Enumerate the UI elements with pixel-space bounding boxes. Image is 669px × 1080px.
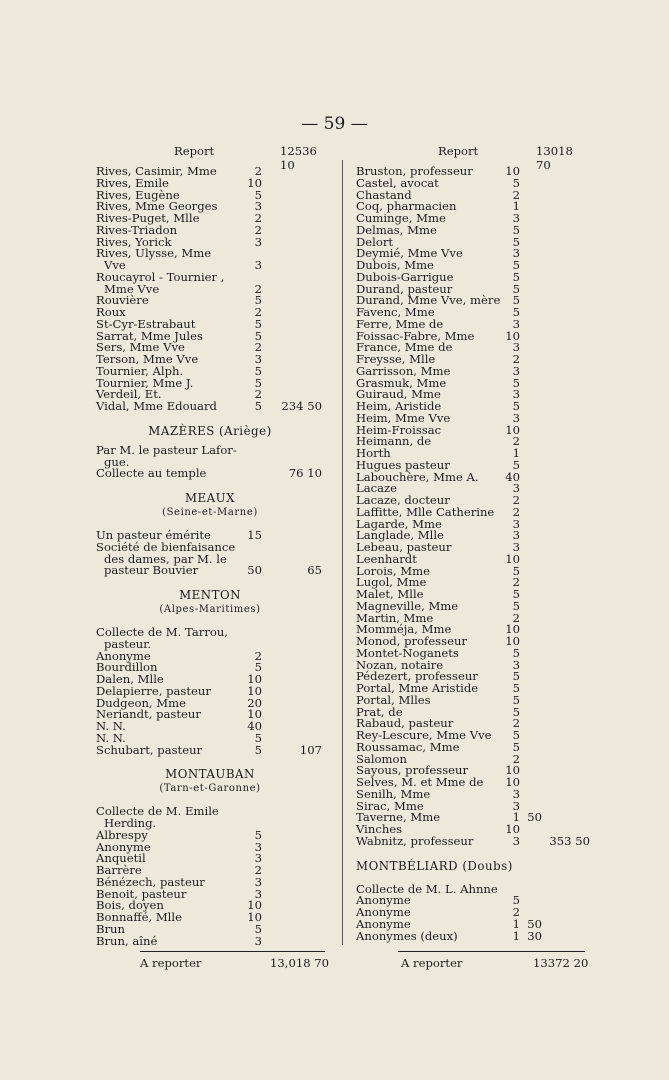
list-item	[90, 721, 330, 733]
donor-name: Langlade, Mlle	[356, 528, 444, 543]
donation-amount: 10	[247, 683, 262, 698]
donor-name: Heimann, de	[356, 434, 432, 449]
donor-name: Par M. le pasteur Lafor-	[96, 442, 237, 457]
donation-amount: 10	[505, 422, 520, 437]
donor-name: gue.	[104, 454, 130, 469]
donation-amount: 5	[512, 739, 520, 754]
left-spacer	[90, 413, 330, 423]
donation-amount: 10	[247, 898, 262, 913]
donor-name: Delort	[356, 234, 394, 249]
list-item	[350, 833, 590, 848]
donation-amount: 3	[512, 410, 520, 425]
donation-amount: 1	[512, 446, 520, 460]
donor-name: Lacaze	[356, 481, 397, 496]
donor-name: Rives-Puget, Mlle	[96, 211, 200, 225]
donation-amount: 5	[512, 681, 520, 695]
donation-cents: 50	[527, 810, 542, 825]
donor-name: Sirac, Mme	[356, 798, 424, 813]
donor-name: pasteur Bouvier	[104, 563, 199, 578]
donor-name: Sers, Mme Vve	[96, 340, 185, 355]
donation-amount: 3	[512, 786, 520, 801]
donor-name: Bonnaffé, Mlle	[96, 910, 182, 924]
a-reporter-left-label: A reporter	[140, 956, 202, 970]
donation-amount: 1	[512, 199, 520, 214]
donor-name: Société de bienfaisance	[96, 539, 236, 554]
left-spacer	[90, 577, 330, 587]
donor-name: Bénézech, pasteur	[96, 874, 205, 889]
donor-name: Chastand	[356, 187, 412, 202]
donor-name: Coq, pharmacien	[356, 199, 457, 214]
donation-amount: 5	[254, 187, 262, 202]
donation-amount: 5	[512, 728, 520, 742]
donation-amount: 3	[512, 528, 520, 543]
donor-name: Deymié, Mme Vve	[356, 246, 463, 261]
donor-name: Heim, Aristide	[356, 399, 442, 413]
donation-cents: 30	[527, 928, 542, 943]
donation-amount: 5	[512, 893, 520, 908]
donor-name: Portal, Mlles	[356, 692, 431, 707]
list-item	[90, 468, 330, 480]
donor-name: Durand, Mme Vve, mère	[356, 293, 501, 308]
donation-amount: 5	[512, 692, 520, 707]
right-spacer	[350, 848, 590, 858]
donation-amount: 5	[254, 660, 262, 675]
donor-name: Favenc, Mme	[356, 305, 435, 319]
donor-name: Mme Vve	[104, 281, 160, 296]
donor-name: Laffitte, Mlle Catherine	[356, 504, 495, 519]
donation-amount: 10	[247, 175, 262, 190]
donor-name: Roucayrol - Tournier ,	[96, 269, 225, 284]
list-item	[90, 709, 330, 721]
donation-amount: 2	[254, 340, 262, 355]
donor-name: N. N.	[96, 719, 126, 733]
list-item	[90, 248, 330, 260]
donation-amount: 3	[512, 316, 520, 331]
donation-amount: 10	[247, 707, 262, 722]
donor-name: Bruston, professeur	[356, 164, 473, 178]
donation-amount: 5	[512, 598, 520, 613]
donor-name: Dalen, Mlle	[96, 672, 164, 686]
donor-name: Bois, doyen	[96, 898, 164, 913]
donor-name: Collecte au temple	[96, 466, 207, 481]
donor-name: Grasmuk, Mme	[356, 375, 447, 390]
section-heading: MAZÈRES (Ariège)	[148, 423, 272, 438]
donor-name: Lacaze, docteur	[356, 493, 450, 507]
section-total: 65	[307, 563, 322, 578]
donation-amount: 5	[254, 328, 262, 343]
donation-amount: 5	[512, 645, 520, 660]
donation-amount: 3	[512, 340, 520, 355]
list-item	[90, 401, 330, 413]
donor-name: Salomon	[356, 751, 407, 766]
donor-name: Sarrat, Mme Jules	[96, 328, 203, 343]
donor-name: Labouchère, Mme A.	[356, 469, 479, 484]
donation-amount: 5	[254, 742, 262, 757]
donor-name: Ferre, Mme de	[356, 316, 444, 331]
donor-name: Rives-Triadon	[96, 222, 178, 237]
section-subheading: (Alpes-Maritimes)	[159, 604, 261, 615]
donation-amount: 3	[254, 234, 262, 249]
donor-name: Rives, Eugène	[96, 187, 180, 202]
donor-name: Selves, M. et Mme de	[356, 775, 484, 789]
donation-amount: 20	[247, 695, 262, 710]
donation-amount: 5	[512, 293, 520, 308]
donation-amount: 2	[512, 187, 520, 202]
donation-amount: 2	[254, 211, 262, 225]
donation-amount: 3	[512, 363, 520, 378]
donation-amount: 3	[254, 258, 262, 272]
donation-amount: 2	[512, 751, 520, 766]
donation-amount: 10	[505, 822, 520, 836]
donor-name: Martin, Mme	[356, 610, 434, 625]
donation-amount: 10	[247, 672, 262, 686]
donation-amount: 10	[505, 763, 520, 778]
donor-name: Hugues pasteur	[356, 457, 450, 472]
donor-name: Rives, Mme Georges	[96, 199, 218, 214]
donor-name: N. N.	[96, 730, 126, 745]
donor-name: Neriandt, pasteur	[96, 707, 201, 722]
donor-name: Cuminge, Mme	[356, 211, 446, 225]
donation-amount: 3	[254, 839, 262, 854]
donation-amount: 10	[505, 328, 520, 343]
donor-name: Rey-Lescure, Mme Vve	[356, 728, 492, 742]
a-reporter-right-label: A reporter	[401, 956, 463, 970]
donor-name: Anonyme	[96, 648, 151, 663]
donor-name: Anonyme	[356, 916, 411, 931]
donation-amount: 2	[512, 575, 520, 590]
donor-name: Prat, de	[356, 704, 403, 719]
donation-amount: 5	[512, 704, 520, 719]
donor-name: Anquetil	[96, 851, 146, 866]
donation-amount: 2	[254, 281, 262, 296]
donor-name: Rives, Emile	[96, 175, 169, 190]
donor-name: Heim, Mme Vve	[356, 410, 451, 425]
donor-name: Collecte de M. Emile	[96, 804, 219, 819]
donation-amount: 5	[254, 921, 262, 936]
donor-name: Vinches	[356, 822, 403, 836]
donor-name: Anonyme	[356, 893, 411, 908]
left-report-value: 12536 10	[280, 144, 317, 172]
list-item	[90, 565, 330, 577]
donor-name: Lebeau, pasteur	[356, 540, 452, 554]
donor-name: Leenhardt	[356, 551, 417, 566]
donation-amount: 5	[512, 281, 520, 296]
donor-name: Brun	[96, 921, 125, 936]
donation-amount: 10	[505, 775, 520, 789]
donor-name: Collecte de M. L. Ahnne	[356, 881, 498, 896]
donor-name: des dames, par M. le	[104, 551, 227, 566]
donor-name: Collecte de M. Tarrou,	[96, 625, 228, 639]
donation-amount: 3	[512, 387, 520, 402]
donor-name: Guiraud, Mme	[356, 387, 441, 402]
section-heading: MONTBÉLIARD (Doubs)	[356, 858, 513, 873]
list-item	[90, 933, 330, 948]
donor-name: Portal, Mme Aristide	[356, 681, 479, 695]
donation-amount: 5	[512, 269, 520, 284]
donation-amount: 40	[505, 469, 520, 484]
section-total: 107	[299, 742, 322, 757]
list-item	[90, 912, 330, 924]
donation-amount: 5	[254, 730, 262, 745]
donor-name: Tournier, Alph.	[96, 363, 184, 378]
donation-amount: 3	[512, 657, 520, 672]
a-reporter-left-value: 13,018 70	[270, 956, 330, 970]
donation-amount: 10	[505, 634, 520, 648]
donation-amount: 1	[512, 916, 520, 931]
donation-amount: 3	[512, 246, 520, 261]
donor-name: Roux	[96, 305, 126, 319]
donor-name: Benoit, pasteur	[96, 886, 187, 901]
donation-amount: 10	[505, 164, 520, 178]
left-report-label: Report	[174, 144, 215, 158]
donor-name: Dubois, Mme	[356, 258, 434, 272]
donation-amount: 40	[247, 719, 262, 733]
donor-name: Rabaud, pasteur	[356, 716, 454, 731]
donor-name: Brun, aîné	[96, 933, 158, 948]
section-subheading: (Seine-et-Marne)	[162, 507, 258, 518]
donation-amount: 3	[254, 199, 262, 214]
donor-name: Herding.	[104, 816, 157, 830]
donation-amount: 1	[512, 810, 520, 825]
donation-amount: 2	[512, 504, 520, 519]
donation-amount: 3	[254, 352, 262, 366]
donation-amount: 2	[512, 610, 520, 625]
donor-name: Vidal, Mme Edouard	[96, 399, 217, 413]
donation-amount: 10	[505, 622, 520, 637]
donation-amount: 5	[512, 375, 520, 390]
donor-name: Taverne, Mme	[356, 810, 441, 825]
list-item	[350, 928, 590, 943]
donor-name: Rives, Casimir, Mme	[96, 164, 217, 178]
donation-amount: 5	[512, 234, 520, 249]
donor-name: Magneville, Mme	[356, 598, 459, 613]
donation-amount: 2	[254, 305, 262, 319]
donor-name: Albrespy	[96, 827, 148, 842]
section-total: 353 50	[549, 833, 590, 848]
donation-amount: 3	[254, 851, 262, 866]
donation-amount: 1	[512, 928, 520, 943]
donor-name: Terson, Mme Vve	[96, 352, 199, 366]
donation-amount: 5	[512, 175, 520, 190]
donor-name: Monod, professeur	[356, 634, 467, 648]
donor-name: Garrisson, Mme	[356, 363, 451, 378]
left-spacer	[90, 480, 330, 490]
list-item	[90, 295, 330, 307]
donation-amount: 5	[512, 457, 520, 472]
donor-name: Freysse, Mlle	[356, 352, 436, 366]
donor-name: Delapierre, pasteur	[96, 683, 211, 698]
donation-amount: 2	[254, 222, 262, 237]
donation-amount: 15	[247, 528, 262, 542]
column-divider	[342, 160, 343, 945]
donation-amount: 3	[254, 886, 262, 901]
donor-name: Foissac-Fabre, Mme	[356, 328, 475, 343]
donor-name: Momméja, Mme	[356, 622, 452, 637]
donation-amount: 2	[512, 352, 520, 366]
donation-amount: 3	[254, 933, 262, 948]
donation-amount: 10	[247, 910, 262, 924]
donor-name: Anonyme	[96, 839, 151, 854]
section-heading: MENTON	[179, 588, 241, 602]
donation-cents: 50	[527, 916, 542, 931]
donation-amount: 3	[512, 833, 520, 848]
a-reporter-right	[0, 956, 669, 970]
donation-amount: 2	[512, 493, 520, 507]
donation-amount: 2	[254, 164, 262, 178]
right-bottom-rule	[398, 951, 585, 952]
donation-amount: 2	[254, 387, 262, 402]
donation-amount: 3	[512, 211, 520, 225]
donor-name: Un pasteur émérite	[96, 528, 211, 542]
donor-name: Delmas, Mme	[356, 222, 437, 237]
donation-amount: 5	[512, 305, 520, 319]
donor-name: Anonymes (deux)	[356, 928, 458, 943]
list-item	[90, 742, 330, 757]
donor-name: Dubois-Garrigue	[356, 269, 454, 284]
donor-name: Roussamac, Mme	[356, 739, 460, 754]
donation-amount: 5	[512, 222, 520, 237]
donor-name: Lagarde, Mme	[356, 516, 442, 531]
donation-amount: 5	[254, 399, 262, 413]
donation-amount: 5	[512, 563, 520, 578]
donor-name: Rouvière	[96, 293, 149, 308]
left-bottom-rule	[140, 951, 325, 952]
donor-name: Barrère	[96, 863, 142, 877]
donor-name: Verdeil, Et.	[96, 387, 162, 402]
donation-amount: 2	[512, 716, 520, 731]
left-column	[90, 144, 330, 947]
donor-name: Sayous, professeur	[356, 763, 469, 778]
donor-name: Senilh, Mme	[356, 786, 431, 801]
page-number: — 59 —	[301, 114, 368, 134]
donation-amount: 5	[254, 827, 262, 842]
a-reporter-right-value: 13372 20	[533, 956, 589, 970]
donation-amount: 2	[254, 863, 262, 877]
donor-name: Wabnitz, professeur	[356, 833, 474, 848]
donation-amount: 5	[512, 399, 520, 413]
donation-amount: 3	[512, 798, 520, 813]
donor-name: Lorois, Mme	[356, 563, 430, 578]
right-column	[350, 144, 590, 942]
donation-amount: 3	[254, 874, 262, 889]
donor-name: Rives, Yorick	[96, 234, 172, 249]
donor-name: Nozan, notaire	[356, 657, 444, 672]
donation-amount: 3	[512, 516, 520, 531]
donation-amount: 2	[512, 905, 520, 919]
donor-name: Durand, pasteur	[356, 281, 453, 296]
donor-name: St-Cyr-Estrabaut	[96, 316, 196, 331]
right-report-value: 13018 70	[536, 144, 573, 172]
donation-amount: 50	[247, 563, 262, 578]
donation-amount: 5	[254, 293, 262, 308]
left-spacer	[90, 756, 330, 766]
donor-name: Pédezert, professeur	[356, 669, 478, 684]
donor-name: Tournier, Mme J.	[96, 375, 194, 390]
section-subheading: (Tarn-et-Garonne)	[159, 783, 261, 795]
donor-name: Heim-Froissac	[356, 422, 442, 437]
donor-name: Bourdillon	[96, 660, 158, 675]
donor-name: Malet, Mlle	[356, 587, 424, 601]
donor-name: Castel, avocat	[356, 175, 439, 190]
right-report-label: Report	[438, 144, 479, 158]
donation-amount: 2	[254, 648, 262, 663]
donation-amount: 5	[254, 316, 262, 331]
donation-amount: 5	[512, 258, 520, 272]
donation-amount: 3	[512, 540, 520, 554]
donor-name: Montet-Noganets	[356, 645, 459, 660]
donor-name: Dudgeon, Mme	[96, 695, 187, 710]
donor-name: Anonyme	[356, 905, 411, 919]
donor-name: pasteur.	[104, 636, 152, 651]
donor-name: Schubart, pasteur	[96, 742, 203, 757]
donor-name: Rives, Ulysse, Mme	[96, 246, 212, 261]
donation-amount: 5	[254, 363, 262, 378]
donation-amount: 2	[512, 434, 520, 449]
section-total: 234 50	[281, 399, 322, 413]
donation-amount: 5	[254, 375, 262, 390]
donor-name: Lugol, Mme	[356, 575, 427, 590]
donor-name: Horth	[356, 446, 391, 460]
donor-name: France, Mme de	[356, 340, 453, 355]
donation-amount: 5	[512, 669, 520, 684]
donation-amount: 5	[512, 587, 520, 601]
section-total: 76 10	[288, 466, 322, 481]
section-heading: MEAUX	[184, 491, 236, 505]
donation-amount: 3	[512, 481, 520, 496]
donation-amount: 10	[505, 551, 520, 566]
donor-name: Vve	[104, 258, 126, 272]
section-heading: MONTAUBAN	[165, 767, 255, 782]
